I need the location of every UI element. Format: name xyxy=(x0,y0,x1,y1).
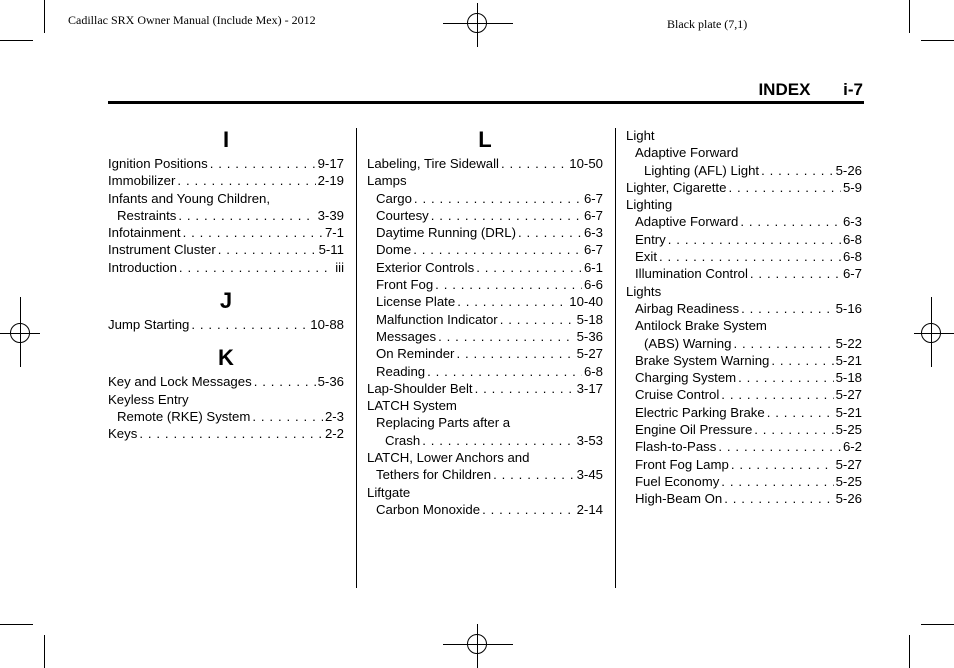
manual-title-header: Cadillac SRX Owner Manual (Include Mex) - 2012 xyxy=(68,13,316,27)
dot-leader xyxy=(475,380,575,397)
index-entry xyxy=(367,241,603,258)
index-entry xyxy=(367,259,603,276)
entry-page: 6-7 xyxy=(583,207,603,223)
entry-page: 5-22 xyxy=(835,335,862,351)
crop-mark xyxy=(44,0,45,33)
entry-text: High-Beam On xyxy=(635,491,723,507)
entry-text: Lighting (AFL) Light xyxy=(644,162,760,178)
index-entry xyxy=(367,311,603,328)
index-entry xyxy=(626,144,862,161)
index-entry xyxy=(626,490,862,507)
entry-text: Front Fog xyxy=(376,277,434,293)
entry-text: Flash-to-Pass xyxy=(635,439,717,455)
entry-page: 6-2 xyxy=(842,439,862,455)
index-entry xyxy=(367,397,603,414)
index-entry xyxy=(626,196,862,213)
entry-text: Lights xyxy=(626,283,662,299)
entry-text: LATCH, Lower Anchors and xyxy=(367,450,530,466)
index-entry xyxy=(367,293,603,310)
entry-text: Entry xyxy=(635,231,666,247)
entry-page: 6-8 xyxy=(583,363,603,379)
entry-page: 3-39 xyxy=(317,207,344,223)
index-entry xyxy=(108,408,344,425)
index-entry xyxy=(367,328,603,345)
index-entry xyxy=(367,172,603,189)
index-entry xyxy=(108,259,344,276)
section-name: INDEX xyxy=(758,80,811,99)
entry-page: 5-26 xyxy=(835,491,862,507)
dot-leader xyxy=(718,438,841,455)
index-entry xyxy=(108,207,344,224)
entry-page: 6-7 xyxy=(842,266,862,282)
entry-page: 6-8 xyxy=(842,249,862,265)
index-entry xyxy=(626,231,862,248)
entry-page: 6-1 xyxy=(583,259,603,275)
dot-leader xyxy=(500,311,575,328)
dot-leader xyxy=(518,224,582,241)
dot-leader xyxy=(659,248,841,265)
entry-text: Jump Starting xyxy=(108,317,190,333)
entry-text: Infotainment xyxy=(108,225,181,241)
index-entry xyxy=(626,127,862,144)
section-gap xyxy=(108,276,344,288)
index-entry xyxy=(626,162,862,179)
index-entry xyxy=(626,300,862,317)
column-divider xyxy=(356,128,357,588)
dot-leader xyxy=(761,162,834,179)
index-entry xyxy=(108,316,344,333)
index-entry xyxy=(626,213,862,230)
index-entry xyxy=(367,501,603,518)
index-entry xyxy=(108,391,344,408)
index-column-1 xyxy=(108,127,344,443)
dot-leader xyxy=(738,369,833,386)
entry-text: Lighting xyxy=(626,197,673,213)
entry-page: 7-1 xyxy=(324,225,344,241)
entry-text: Tethers for Children xyxy=(376,467,492,483)
index-entry xyxy=(626,473,862,490)
page-title xyxy=(758,80,863,100)
dot-leader xyxy=(750,265,841,282)
entry-page: 10-40 xyxy=(569,294,603,310)
entry-text: Antilock Brake System xyxy=(635,318,767,334)
entry-text: Infants and Young Children, xyxy=(108,190,271,206)
dot-leader xyxy=(183,224,323,241)
entry-text: Fuel Economy xyxy=(635,473,720,489)
entry-text: On Reminder xyxy=(376,346,455,362)
entry-page: 2-2 xyxy=(324,426,344,442)
plate-label: Black plate (7,1) xyxy=(667,17,748,31)
entry-page: 3-53 xyxy=(576,432,603,448)
entry-text: Lap-Shoulder Belt xyxy=(367,380,473,396)
dot-leader xyxy=(728,179,841,196)
entry-text: Adaptive Forward xyxy=(635,214,739,230)
dot-leader xyxy=(482,501,574,518)
dot-leader xyxy=(668,231,841,248)
dot-leader xyxy=(422,432,574,449)
crop-mark xyxy=(909,635,910,668)
dot-leader xyxy=(179,259,333,276)
entry-text: Adaptive Forward xyxy=(635,145,739,161)
index-entry xyxy=(626,404,862,421)
index-entry xyxy=(367,449,603,466)
entry-text: (ABS) Warning xyxy=(644,335,732,351)
entry-page: 10-50 xyxy=(569,156,603,171)
entry-page: 2-3 xyxy=(324,408,344,424)
index-entry xyxy=(108,373,344,390)
entry-text: Labeling, Tire Sidewall xyxy=(367,156,499,171)
dot-leader xyxy=(456,345,574,362)
entry-page: 3-45 xyxy=(576,467,603,483)
entry-text: Keys xyxy=(108,426,138,442)
dot-leader xyxy=(252,408,323,425)
dot-leader xyxy=(427,363,582,380)
entry-text: Cruise Control xyxy=(635,387,720,403)
entry-text: Restraints xyxy=(117,207,177,223)
dot-leader xyxy=(438,328,574,345)
crop-mark xyxy=(921,624,954,625)
entry-page: 5-11 xyxy=(318,242,344,258)
entry-page: 3-17 xyxy=(576,380,603,396)
entry-page: 5-36 xyxy=(317,374,344,390)
index-entry xyxy=(367,432,603,449)
entry-page: 5-36 xyxy=(576,328,603,344)
entry-page: 5-16 xyxy=(835,300,862,316)
dot-leader xyxy=(501,155,567,172)
entry-text: Reading xyxy=(376,363,426,379)
entry-text: Electric Parking Brake xyxy=(635,404,765,420)
section-letter: I xyxy=(222,127,230,152)
dot-leader xyxy=(210,155,316,172)
entry-page: 5-21 xyxy=(835,352,862,368)
entry-page: 5-27 xyxy=(576,346,603,362)
index-entry xyxy=(367,276,603,293)
dot-leader xyxy=(741,300,833,317)
entry-text: Front Fog Lamp xyxy=(635,456,729,472)
dot-leader xyxy=(191,316,308,333)
entry-text: Remote (RKE) System xyxy=(117,408,251,424)
entry-text: Courtesy xyxy=(376,207,429,223)
entry-text: Carbon Monoxide xyxy=(376,501,481,517)
crop-mark xyxy=(44,635,45,668)
entry-page: 10-88 xyxy=(310,317,344,333)
index-entry xyxy=(626,335,862,352)
entry-text: Illumination Control xyxy=(635,266,748,282)
dot-leader xyxy=(740,213,841,230)
index-entry xyxy=(367,224,603,241)
dot-leader xyxy=(721,473,833,490)
dot-leader xyxy=(254,373,316,390)
section-letter: J xyxy=(219,288,233,314)
section-letter: K xyxy=(218,345,234,371)
header-rule xyxy=(108,101,864,104)
dot-leader xyxy=(413,241,582,258)
entry-text: Messages xyxy=(376,328,437,344)
entry-page: 6-7 xyxy=(583,190,603,206)
dot-leader xyxy=(771,352,833,369)
entry-text: Exit xyxy=(635,249,657,265)
crop-mark xyxy=(921,40,954,41)
entry-text: Introduction xyxy=(108,259,177,275)
entry-text: Dome xyxy=(376,242,412,258)
crop-mark xyxy=(0,40,33,41)
index-entry xyxy=(626,438,862,455)
index-entry xyxy=(108,190,344,207)
entry-text: Cargo xyxy=(376,190,412,206)
index-entry xyxy=(367,414,603,431)
index-entry xyxy=(626,386,862,403)
entry-text: Exterior Controls xyxy=(376,259,475,275)
index-entry xyxy=(108,425,344,442)
entry-page: 9-17 xyxy=(317,156,344,171)
entry-text: Liftgate xyxy=(367,484,411,500)
index-column-3 xyxy=(626,127,862,508)
entry-page: 6-6 xyxy=(583,277,603,293)
entry-text: Key and Lock Messages xyxy=(108,374,252,390)
index-entry xyxy=(626,179,862,196)
entry-text: LATCH System xyxy=(367,398,457,414)
dot-leader xyxy=(724,490,833,507)
entry-text: Immobilizer xyxy=(108,173,176,189)
index-entry xyxy=(626,421,862,438)
crop-mark xyxy=(0,624,33,625)
entry-text: Brake System Warning xyxy=(635,352,770,368)
entry-page: 5-25 xyxy=(835,473,862,489)
entry-text: Crash xyxy=(385,432,421,448)
dot-leader xyxy=(178,207,315,224)
index-entry xyxy=(367,190,603,207)
dot-leader xyxy=(476,259,582,276)
section-gap xyxy=(108,333,344,345)
page-number: i-7 xyxy=(843,80,863,99)
dot-leader xyxy=(493,466,575,483)
dot-leader xyxy=(733,335,833,352)
entry-page: 6-3 xyxy=(583,225,603,241)
entry-text: Engine Oil Pressure xyxy=(635,422,753,438)
entry-text: Keyless Entry xyxy=(108,391,189,407)
index-entry xyxy=(626,369,862,386)
entry-text: License Plate xyxy=(376,294,456,310)
entry-text: Airbag Readiness xyxy=(635,300,740,316)
entry-text: Lighter, Cigarette xyxy=(626,179,727,195)
crop-mark xyxy=(909,0,910,33)
column-divider xyxy=(615,128,616,588)
entry-text: Replacing Parts after a xyxy=(376,415,511,431)
index-entry xyxy=(108,241,344,258)
entry-page: 5-27 xyxy=(835,456,862,472)
entry-page: 5-9 xyxy=(842,179,862,195)
entry-text: Malfunction Indicator xyxy=(376,311,498,327)
index-entry xyxy=(626,265,862,282)
entry-page: 6-3 xyxy=(842,214,862,230)
dot-leader xyxy=(177,172,315,189)
entry-page: 2-19 xyxy=(317,173,344,189)
dot-leader xyxy=(431,207,582,224)
index-entry xyxy=(626,283,862,300)
index-entry xyxy=(367,466,603,483)
entry-page: 5-25 xyxy=(835,422,862,438)
entry-page: 6-8 xyxy=(842,231,862,247)
dot-leader xyxy=(139,425,323,442)
entry-page: 5-18 xyxy=(576,311,603,327)
dot-leader xyxy=(414,190,582,207)
index-entry xyxy=(108,155,344,172)
dot-leader xyxy=(218,241,317,258)
index-entry xyxy=(108,172,344,189)
entry-text: Light xyxy=(626,128,655,143)
dot-leader xyxy=(754,421,833,438)
dot-leader xyxy=(457,293,567,310)
index-entry xyxy=(367,380,603,397)
entry-text: Instrument Cluster xyxy=(108,242,216,258)
index-entry xyxy=(367,363,603,380)
entry-page: 2-14 xyxy=(576,501,603,517)
entry-text: Lamps xyxy=(367,173,407,189)
entry-text: Charging System xyxy=(635,370,737,386)
section-letter: L xyxy=(478,127,492,152)
index-entry xyxy=(626,456,862,473)
entry-page: 5-26 xyxy=(835,162,862,178)
index-entry xyxy=(108,224,344,241)
index-entry xyxy=(626,248,862,265)
entry-page: 5-21 xyxy=(835,404,862,420)
entry-text: Daytime Running (DRL) xyxy=(376,225,516,241)
index-entry xyxy=(367,345,603,362)
dot-leader xyxy=(731,456,834,473)
index-entry xyxy=(367,155,603,172)
index-entry xyxy=(367,484,603,501)
dot-leader xyxy=(721,386,833,403)
index-column-2 xyxy=(367,127,603,518)
entry-page: 5-18 xyxy=(835,370,862,386)
entry-page: 6-7 xyxy=(583,242,603,258)
dot-leader xyxy=(767,404,834,421)
dot-leader xyxy=(435,276,582,293)
index-entry xyxy=(626,317,862,334)
entry-page: iii xyxy=(335,259,344,275)
index-entry xyxy=(367,207,603,224)
index-entry xyxy=(626,352,862,369)
entry-text: Ignition Positions xyxy=(108,156,208,171)
entry-page: 5-27 xyxy=(835,387,862,403)
